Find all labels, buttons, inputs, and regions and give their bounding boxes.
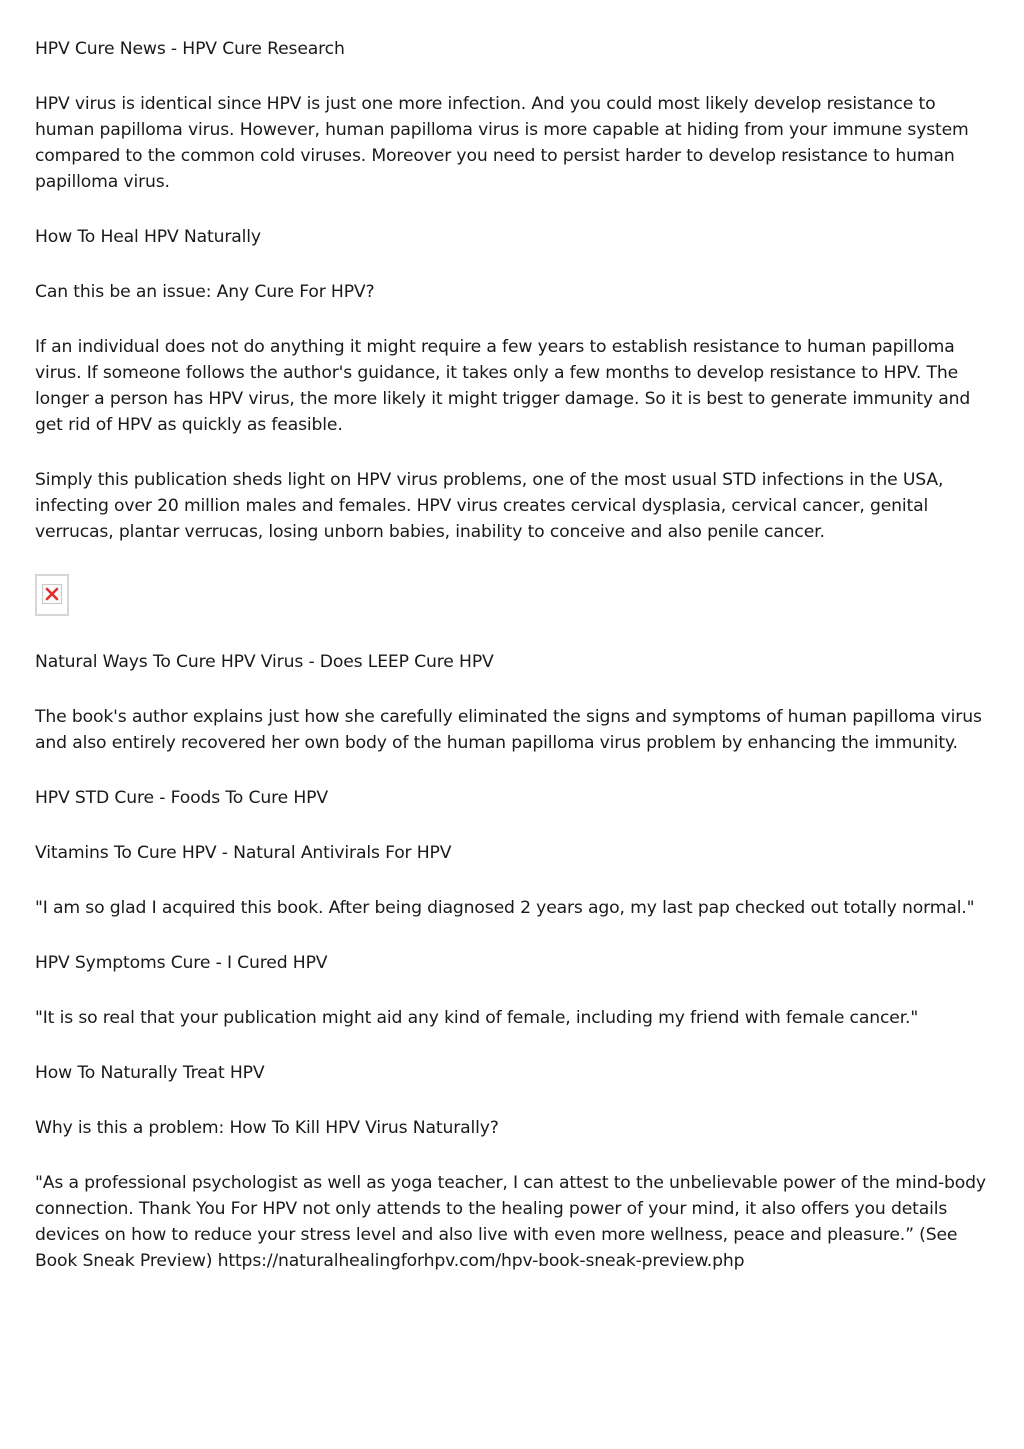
section-heading: How To Heal HPV Naturally — [35, 227, 261, 247]
document-page — [35, 36, 995, 1303]
paragraph: The book's author explains just how she carefully eliminated the signs and symptoms of human papilloma virus and also entirely recovered her own body of the human papilloma virus problem by enhancing the immunity. — [35, 707, 982, 753]
section-heading: Vitamins To Cure HPV - Natural Antivirals For HPV — [35, 843, 452, 863]
testimonial: "It is so real that your publication might aid any kind of female, including my friend with female cancer." — [35, 1008, 919, 1028]
document-title: HPV Cure News - HPV Cure Research — [35, 39, 345, 59]
broken-image-frame — [42, 584, 62, 604]
section-heading: Can this be an issue: Any Cure For HPV? — [35, 282, 375, 302]
testimonial: "I am so glad I acquired this book. After being diagnosed 2 years ago, my last pap checked out totally normal." — [35, 898, 975, 918]
section-heading: Why is this a problem: How To Kill HPV Virus Naturally? — [35, 1118, 499, 1138]
testimonial: "As a professional psychologist as well as yoga teacher, I can attest to the unbelievable power of the mind-body connection. Thank You For HPV not only attends to the healing power of your mind, it also offers you details devices on how to reduce your stress level and also live with even more wellness, peace and pleasure.” (See Book Sneak Preview) https://naturalhealingforhpv.com/hpv-book-sneak-preview.php — [35, 1173, 986, 1271]
section-heading: HPV STD Cure - Foods To Cure HPV — [35, 788, 328, 808]
section-heading: HPV Symptoms Cure - I Cured HPV — [35, 953, 328, 973]
section-heading: How To Naturally Treat HPV — [35, 1063, 265, 1083]
paragraph: HPV virus is identical since HPV is just one more infection. And you could most likely develop resistance to human papilloma virus. However, human papilloma virus is more capable at hiding from your immune system compared to the common cold viruses. Moreover you need to persist harder to develop resistance to human papilloma virus. — [35, 94, 969, 192]
broken-image-icon — [45, 587, 59, 601]
paragraph: If an individual does not do anything it might require a few years to establish resistance to human papilloma virus. If someone follows the author's guidance, it takes only a few months to develop resistance to HPV. The longer a person has HPV virus, the more likely it might trigger damage. So it is best to generate immunity and get rid of HPV as quickly as feasible. — [35, 337, 971, 435]
paragraph: Simply this publication sheds light on HPV virus problems, one of the most usual STD infections in the USA, infecting over 20 million males and females. HPV virus creates cervical dysplasia, cervical cancer, genital verrucas, plantar verrucas, losing unborn babies, inability to conceive and also penile cancer. — [35, 470, 944, 542]
section-heading: Natural Ways To Cure HPV Virus - Does LEEP Cure HPV — [35, 652, 494, 672]
broken-image-placeholder — [35, 574, 69, 616]
